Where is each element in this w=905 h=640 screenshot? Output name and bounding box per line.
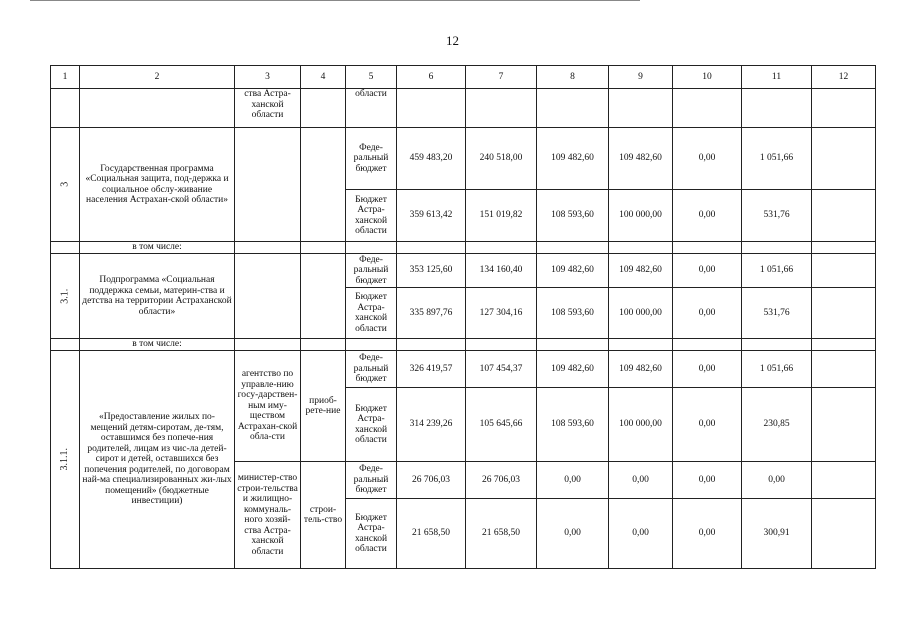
cell-value: 151 019,82 [466,190,537,242]
cell-value: 314 239,26 [397,388,466,462]
cell-value: 0,00 [673,351,742,388]
cell-value: 1 051,66 [742,351,812,388]
cell-value: 335 897,76 [397,288,466,339]
cell-source: Бюджет Астра-ханской области [346,388,397,462]
table-row [51,89,876,128]
cell-value: 134 160,40 [466,254,537,288]
cell-value: 0,00 [673,128,742,190]
table-row [51,254,876,288]
cell-source: Феде-ральный бюджет [346,254,397,288]
cell-name: Государственная программа «Социальная защита, под-держка и социальное обслу-живание населения Астрахан-ской области» [80,128,235,242]
cell-value: 107 454,37 [466,351,537,388]
cell-executor: ства Астра-ханской области [235,89,301,128]
table-row [51,351,876,388]
col-header: 7 [466,66,537,89]
cell-value: 100 000,00 [609,288,673,339]
cell-value: 21 658,50 [466,499,537,569]
budget-table [50,65,876,569]
cell-value: 1 051,66 [742,254,812,288]
top-rule [30,0,640,1]
cell-value: 0,00 [673,462,742,499]
cell-value: 0,00 [609,462,673,499]
cell-id: 3 [51,128,80,242]
cell-value: 300,91 [742,499,812,569]
col-header: 9 [609,66,673,89]
cell-executor: агентство по управле-нию госу-дарствен-ным иму-ществом Астрахан-ской обла-сти [235,351,301,462]
cell-value: 0,00 [673,190,742,242]
cell-value: 108 593,60 [537,288,609,339]
cell-value: 108 593,60 [537,388,609,462]
including-row [51,242,876,254]
cell-value: 26 706,03 [397,462,466,499]
cell-source: Бюджет Астра-ханской области [346,288,397,339]
cell-value: 531,76 [742,190,812,242]
cell-value: 109 482,60 [537,254,609,288]
cell-value: 105 645,66 [466,388,537,462]
including-row [51,339,876,351]
cell-source: Феде-ральный бюджет [346,351,397,388]
cell-value: 0,00 [673,288,742,339]
cell-id: 3.1.1. [51,351,80,569]
cell-value: 326 419,57 [397,351,466,388]
cell-executor: министер-ство строи-тельства и жилищно-коммуналь-ного хозяй-ства Астра-ханской области [235,462,301,569]
cell-value: 109 482,60 [609,254,673,288]
cell-value: 0,00 [537,499,609,569]
cell-name: Подпрограмма «Социальная поддержка семьи, материн-ства и детства на территории Астраханской области» [80,254,235,339]
cell-value: 353 125,60 [397,254,466,288]
cell-id: 3.1. [51,254,80,339]
header-row [51,66,876,89]
cell-source: Феде-ральный бюджет [346,128,397,190]
cell-value: 531,76 [742,288,812,339]
col-header: 8 [537,66,609,89]
cell-value: 240 518,00 [466,128,537,190]
cell-value: 21 658,50 [397,499,466,569]
cell-value: 230,85 [742,388,812,462]
cell-value: 0,00 [673,388,742,462]
col-header: 6 [397,66,466,89]
col-header: 4 [301,66,346,89]
cell-value: 359 613,42 [397,190,466,242]
cell-source: Феде-ральный бюджет [346,462,397,499]
cell-value: 459 483,20 [397,128,466,190]
col-header: 2 [80,66,235,89]
col-header: 10 [673,66,742,89]
cell-value: 109 482,60 [537,128,609,190]
cell-value: 127 304,16 [466,288,537,339]
table-row [51,128,876,190]
cell-source: Бюджет Астра-ханской области [346,499,397,569]
col-header: 11 [742,66,812,89]
cell-source: Бюджет Астра-ханской области [346,190,397,242]
cell-type: строи-тель-ство [301,462,346,569]
cell-value: 0,00 [537,462,609,499]
cell-value: 0,00 [742,462,812,499]
cell-value: 0,00 [609,499,673,569]
cell-name: «Предоставление жилых по-мещений детям-сиротам, де-тям, оставшимся без попече-ния родителей, лицам из чис-ла детей-сирот и детей, оставшихся без попечения родителей, по договорам най-ма специализированных жи-лых помещений» (бюджетные инвестиции) [80,351,235,569]
cell-value: 109 482,60 [537,351,609,388]
cell-value: 1 051,66 [742,128,812,190]
cell-value: 109 482,60 [609,128,673,190]
including-label: в том числе: [80,242,235,254]
page-number: 12 [446,33,459,48]
col-header: 1 [51,66,80,89]
col-header: 5 [346,66,397,89]
cell-value: 0,00 [673,254,742,288]
col-header: 12 [812,66,876,89]
cell-source: области [346,89,397,128]
cell-value: 100 000,00 [609,190,673,242]
cell-value: 100 000,00 [609,388,673,462]
cell-value: 0,00 [673,499,742,569]
cell-value: 109 482,60 [609,351,673,388]
cell-value: 108 593,60 [537,190,609,242]
cell-type: приоб-рете-ние [301,351,346,462]
col-header: 3 [235,66,301,89]
cell-value: 26 706,03 [466,462,537,499]
including-label: в том числе: [80,339,235,351]
